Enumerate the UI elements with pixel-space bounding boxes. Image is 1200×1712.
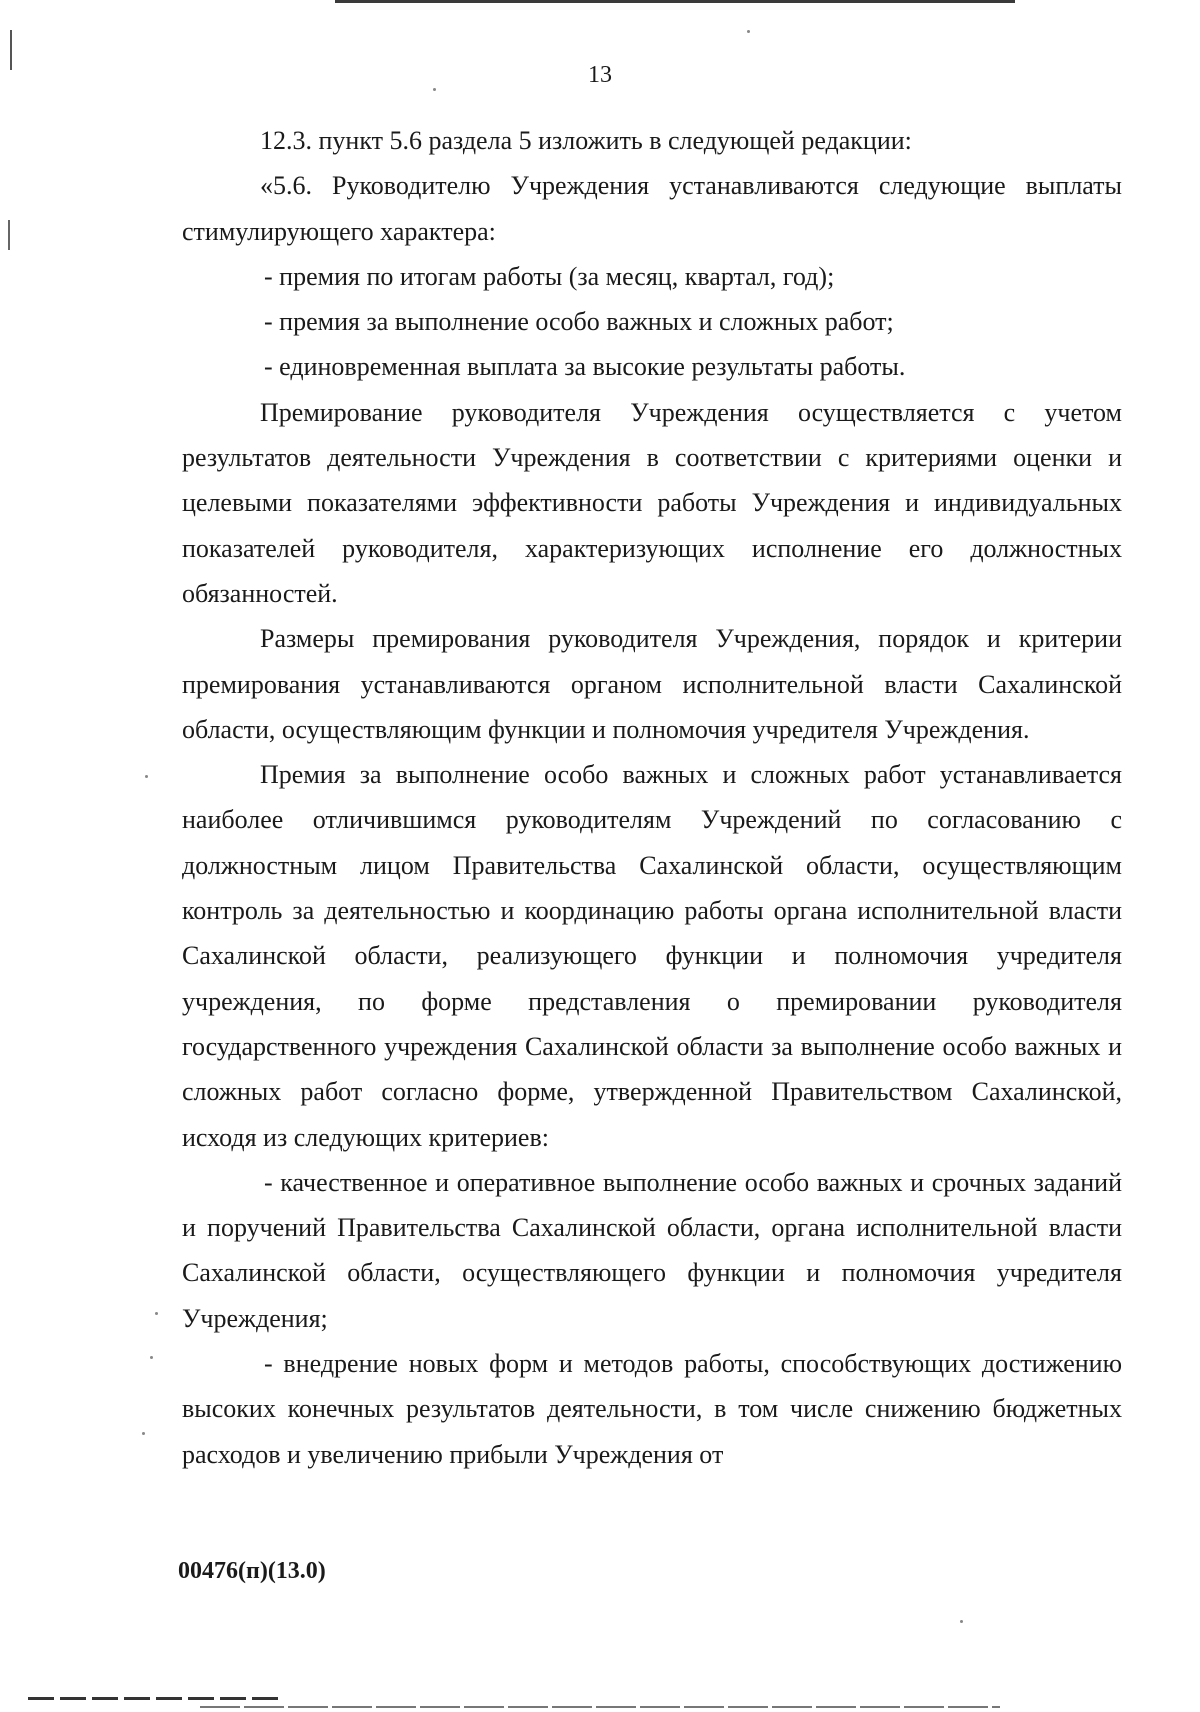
list-item: - премия по итогам работы (за месяц, квартал, год);	[264, 261, 835, 291]
paragraph: 12.3. пункт 5.6 раздела 5 изложить в следующей редакции:	[260, 126, 912, 155]
scan-edge-bottom	[200, 1706, 1000, 1708]
scan-speck	[150, 1356, 153, 1359]
paragraph: Размеры премирования руководителя Учреждения, порядок и критерии премирования устанавливаются органом исполнительной власти Сахалинской области, осуществляющим функции и полномочия учредителя Учреждения.	[182, 624, 1122, 744]
list-item: - качественное и оперативное выполнение особо важных и срочных заданий и поручений Правительства Сахалинской области, органа исполнительной власти Сахалинской области, осуществляющего функции и полномочия учредителя Учреждения;	[182, 1167, 1122, 1333]
document-code: 00476(п)(13.0)	[178, 1558, 326, 1584]
paragraph: Премирование руководителя Учреждения осуществляется с учетом результатов деятельности Учреждения в соответствии с критериями оценки и целевыми показателями эффективности работы Учреждения и индивидуальных показателей руководителя, характеризующих исполнение его должностных обязанностей.	[182, 397, 1122, 608]
list-item: - внедрение новых форм и методов работы, способствующих достижению высоких конечных результатов деятельности, в том числе снижению бюджетных расходов и увеличению прибыли Учреждения от	[182, 1349, 1122, 1469]
scan-edge-bottom	[28, 1697, 278, 1700]
scan-speck	[960, 1620, 963, 1623]
scan-speck	[155, 1312, 158, 1315]
paragraph: Премия за выполнение особо важных и сложных работ устанавливается наиболее отличившимся руководителям Учреждений по согласованию с должностным лицом Правительства Сахалинской области, осуществляющим контроль за деятельностью и координацию работы органа исполнительной власти Сахалинской области, реализующего функции и полномочия учредителя учреждения, по форме представления о премировании руководителя государственного учреждения Сахалинской области за выполнение особо важных и сложных работ согласно форме, утвержденной Правительством Сахалинской, исходя из следующих критериев:	[182, 760, 1122, 1152]
list-item: - премия за выполнение особо важных и сложных работ;	[264, 307, 894, 337]
page-number: 13	[588, 62, 612, 88]
scan-speck	[747, 30, 750, 33]
scan-edge-top	[335, 0, 1015, 3]
scan-speck	[142, 1432, 145, 1435]
paragraph: «5.6. Руководителю Учреждения устанавливаются следующие выплаты стимулирующего характера:	[182, 171, 1122, 246]
scan-edge-left	[8, 220, 10, 250]
list-item: - единовременная выплата за высокие результаты работы.	[264, 352, 906, 382]
scan-speck	[145, 775, 148, 778]
document-body	[182, 118, 1122, 1477]
